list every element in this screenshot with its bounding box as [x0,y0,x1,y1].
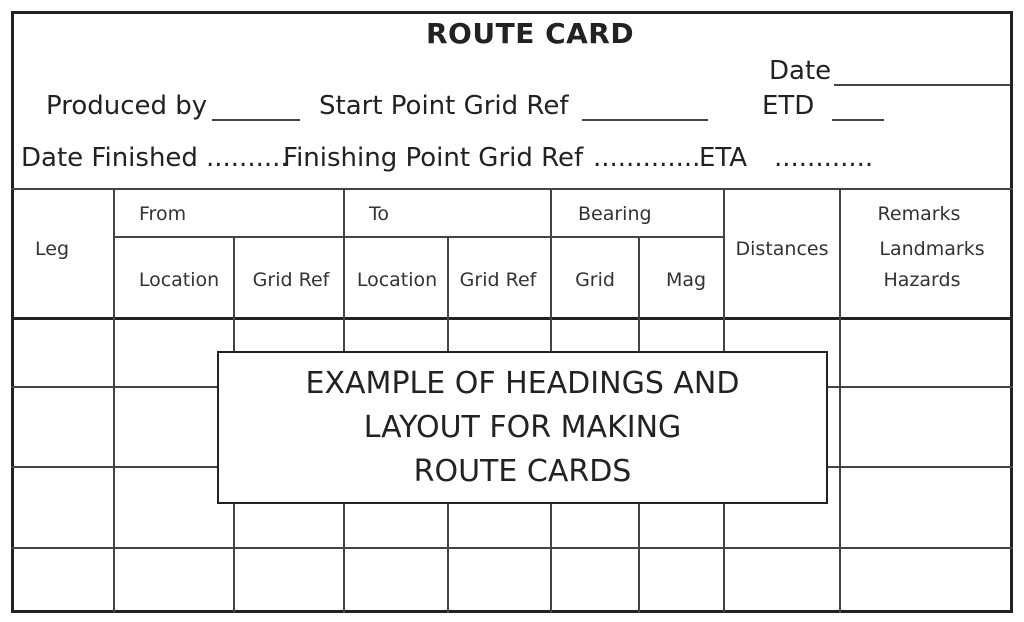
finishing-point-grid-ref-label: Finishing Point Grid Ref [283,143,584,173]
etd-fill-line [832,119,884,121]
header-bearing-grid: Grid [575,269,615,291]
etd-label: ETD [762,91,815,121]
eta-dots: ............ [774,143,874,173]
header-from: From [139,203,187,225]
header-hazards: Hazards [883,269,961,291]
subheader-line [113,236,723,238]
page-title: ROUTE CARD [426,17,635,50]
date-label: Date [769,56,832,86]
col-line-remarks [839,188,841,613]
header-to-location: Location [356,269,438,291]
date-finished-label: Date Finished [21,143,198,173]
header-to: To [369,203,390,225]
header-distances: Distances [735,238,829,260]
example-note-text: EXAMPLE OF HEADINGS AND LAYOUT FOR MAKING ROUTE CARDS [305,365,740,489]
header-bottom-line [11,317,1013,320]
header-leg: Leg [35,238,70,260]
table-top-line [11,188,1013,190]
header-bearing-mag: Mag [665,269,707,291]
row-line-3 [11,547,1013,549]
produced-by-label: Produced by [46,91,208,121]
header-landmarks: Landmarks [879,238,985,260]
header-bearing: Bearing [578,203,652,225]
eta-label: ETA [699,143,748,173]
produced-by-fill-line [212,119,300,121]
date-fill-line [834,84,1010,86]
header-from-grid-ref: Grid Ref [252,269,330,291]
finishing-point-dots: ............. [593,143,701,173]
header-from-location: Location [138,269,220,291]
date-finished-dots: .......... [206,143,289,173]
start-point-fill-line [582,119,708,121]
example-note-box [217,351,828,504]
start-point-grid-ref-label: Start Point Grid Ref [319,91,569,121]
header-remarks: Remarks [877,203,961,225]
col-line-leg [113,188,115,613]
header-to-grid-ref: Grid Ref [459,269,537,291]
